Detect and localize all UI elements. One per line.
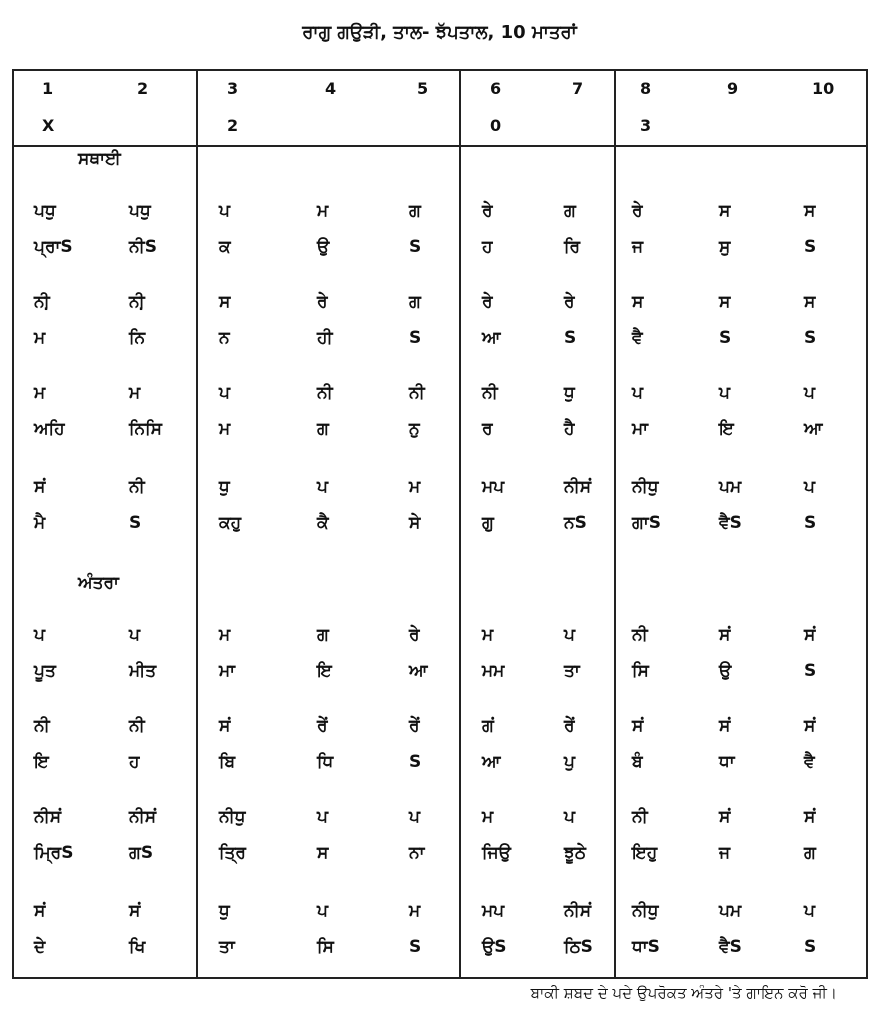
bol-syllable: ਪੁ (564, 752, 575, 772)
bol-syllable: ਆ (482, 752, 501, 772)
bol-syllable: ਝੂਠੇ (564, 843, 586, 863)
swar-note: ਮ (482, 625, 494, 645)
swar-note: ਮ (219, 625, 231, 645)
swar-note: ਪ (804, 477, 815, 497)
beat-number: 9 (727, 79, 739, 98)
bol-syllable: ਵੈS (719, 937, 742, 957)
swar-note: ਰੇ (409, 625, 420, 645)
swar-note: ਪ (219, 383, 230, 403)
taali-mark: 3 (640, 116, 652, 135)
swar-note: ਨੀਧੁ (219, 807, 246, 827)
bol-syllable: ਹੀ (317, 328, 333, 348)
header-divider (14, 145, 866, 147)
bol-syllable: ਤ੍ਰਿ (219, 843, 246, 863)
bol-syllable: ਤਾ (219, 937, 235, 957)
taali-mark: 2 (227, 116, 239, 135)
bol-syllable: ਆ (804, 419, 823, 439)
bol-syllable: S (804, 513, 817, 533)
swar-note: ਸਂ (219, 716, 231, 736)
bol-syllable: S (564, 328, 577, 348)
bol-syllable: ਗ (804, 843, 816, 863)
swar-note: ਗ (409, 201, 421, 221)
swar-note: ਰੇ (482, 201, 493, 221)
notation-table (12, 69, 868, 979)
swar-note: ਰੇਂ (317, 716, 328, 736)
bol-syllable: ਬੰ (632, 752, 643, 772)
bol-syllable: ਕਹੁ (219, 513, 242, 533)
swar-note: ਨੀ (129, 477, 145, 497)
bol-syllable: ਬਿ (219, 752, 236, 772)
bol-syllable: ਆ (409, 661, 428, 681)
swar-note: ਗ (409, 292, 421, 312)
swar-note: ਮ (409, 901, 421, 921)
bol-syllable: ਇ (719, 419, 734, 439)
bol-syllable: ਮੈ (34, 513, 46, 533)
swar-note: ਰੇਂ (564, 716, 575, 736)
bol-syllable: ਉS (482, 937, 507, 957)
bol-syllable: S (409, 752, 422, 772)
bol-syllable: S (409, 937, 422, 957)
swar-note: ਰੇ (317, 292, 328, 312)
swar-note: ਪ (804, 383, 815, 403)
bol-syllable: ਧਾS (632, 937, 660, 957)
bol-syllable: ਜਿਉ (482, 843, 511, 863)
swar-note: ਸਂ (804, 807, 816, 827)
bol-syllable: ਨਾ (409, 843, 425, 863)
bol-syllable: ਨੀS (129, 237, 157, 257)
swar-note: ਪ (317, 807, 328, 827)
beat-number: 5 (417, 79, 429, 98)
bol-syllable: ਉ (317, 237, 330, 257)
bol-syllable: S (804, 237, 817, 257)
bol-syllable: ਆ (482, 328, 501, 348)
bol-syllable: ਸਿ (317, 937, 334, 957)
bol-syllable: ਧਿ (317, 752, 334, 772)
bol-syllable: ਮਾ (219, 661, 236, 681)
bol-syllable: ਕ (219, 237, 231, 257)
swar-note: ਸਂ (632, 716, 644, 736)
swar-note: ਪ (34, 625, 45, 645)
bol-syllable: ਇਹੁ (632, 843, 658, 863)
bol-syllable: ਮੀਤ (129, 661, 157, 681)
swar-note: ਮ (34, 383, 46, 403)
page-title: ਰਾਗੁ ਗਉੜੀ, ਤਾਲ- ਝੱਪਤਾਲ, 10 ਮਾਤਰਾਂ (302, 22, 577, 43)
swar-note: ਸ (804, 201, 816, 221)
bol-syllable: S (129, 513, 142, 533)
vibhag-divider (459, 71, 461, 977)
swar-note: ਰੇ (632, 201, 643, 221)
bol-syllable: S (804, 328, 817, 348)
swar-note: ਰੇਂ (409, 716, 420, 736)
swar-note: ਨੀਸਂ (34, 807, 62, 827)
swar-note: ਨੀ (482, 383, 498, 403)
swar-note: ਮ (482, 807, 494, 827)
bol-syllable: ਨ (219, 328, 230, 348)
bol-syllable: S (719, 328, 732, 348)
swar-note: ਮਪ (482, 901, 505, 921)
swar-note: ਸਂ (804, 716, 816, 736)
bol-syllable: ਵੈ (804, 752, 815, 772)
bol-syllable: ਸੇ (409, 513, 421, 533)
bol-syllable: ਮਾ (632, 419, 649, 439)
swar-note: ਸ (219, 292, 231, 312)
bol-syllable: S (409, 237, 422, 257)
swar-note: ਨੀ (632, 807, 648, 827)
swar-note: ਧੁ (219, 477, 230, 497)
bol-syllable: ਸ (317, 843, 329, 863)
bol-syllable: ਰ (482, 419, 493, 439)
bol-syllable: ਵੈS (719, 513, 742, 533)
bol-syllable: ਗ (317, 419, 329, 439)
section-label: ਸਥਾਈ (78, 149, 121, 169)
swar-note: ਮ (409, 477, 421, 497)
swar-note: ਧੁ (219, 901, 230, 921)
bol-syllable: ਨਿ (129, 328, 146, 348)
swar-note: ਪਮ (719, 901, 742, 921)
bol-syllable: ਖਿ (129, 937, 146, 957)
swar-note: ਸਂ (804, 625, 816, 645)
swar-note: ਨੀ (34, 716, 50, 736)
swar-note: ਪ (219, 201, 230, 221)
vibhag-divider (196, 71, 198, 977)
swar-note: ਮ (129, 383, 141, 403)
swar-note: ਪਮ (719, 477, 742, 497)
swar-note: ਸ (632, 292, 644, 312)
swar-note: ਸਂ (719, 625, 731, 645)
bol-syllable: ਰਿ (564, 237, 581, 257)
swar-note: ਪ (409, 807, 420, 827)
swar-note: ਸ (719, 201, 731, 221)
bol-syllable: ਮਮ (482, 661, 505, 681)
bol-syllable: ਜ (632, 237, 644, 257)
bol-syllable: ਹ (482, 237, 493, 257)
bol-syllable: ਇ (317, 661, 332, 681)
swar-note: ਮਪ (482, 477, 505, 497)
swar-note: ਸ (719, 292, 731, 312)
bol-syllable: ਵੈ (632, 328, 643, 348)
bol-syllable: ਸੁ (719, 237, 731, 257)
beat-number: 10 (812, 79, 835, 98)
bol-syllable: ਤਾ (564, 661, 580, 681)
beat-number: 7 (572, 79, 584, 98)
swar-note: ਪ (129, 625, 140, 645)
swar-note: ਸਂ (34, 901, 46, 921)
swar-note: ਸਂ (34, 477, 46, 497)
bol-syllable: ਨS (564, 513, 587, 533)
beat-number: 2 (137, 79, 149, 98)
bol-syllable: ਨਿਸਿ (129, 419, 162, 439)
bol-syllable: ਪੂਤ (34, 661, 56, 681)
bol-syllable: ਉ (719, 661, 732, 681)
swar-note: ਨੀਧੁ (632, 477, 659, 497)
bol-syllable: S (804, 661, 817, 681)
beat-number: 4 (325, 79, 337, 98)
taali-mark: X (42, 116, 55, 135)
bol-syllable: ਠਿS (564, 937, 593, 957)
beat-number: 3 (227, 79, 239, 98)
swar-note: ਨੀਧੁ (632, 901, 659, 921)
swar-note: ਗਂ (482, 716, 494, 736)
taali-mark: 0 (490, 116, 502, 135)
bol-syllable: ਕੈ (317, 513, 329, 533)
footnote: ਬਾਕੀ ਸ਼ਬਦ ਦੇ ਪਦੇ ਉਪਰੋਕਤ ਅੰਤਰੇ 'ਤੇ ਗਾਇਨ ਕਰੋ ਜੀ। (530, 984, 837, 1002)
bol-syllable: ਸਿ (632, 661, 649, 681)
bol-syllable: ਗੁ (482, 513, 494, 533)
bol-syllable: ਹ (129, 752, 140, 772)
swar-note: ਸ (804, 292, 816, 312)
swar-note: ਰੇ (564, 292, 575, 312)
swar-note: ਪਧੁ (34, 201, 56, 221)
swar-note: ਸਂ (719, 807, 731, 827)
swar-note: ਪਧੁ (129, 201, 151, 221)
bol-syllable: ਗਾS (632, 513, 661, 533)
bol-syllable: ਨੁ (409, 419, 420, 439)
swar-note: ਨੀਸਂ (564, 477, 592, 497)
swar-note: ਧੁ (564, 383, 575, 403)
bol-syllable: ਦੇ (34, 937, 46, 957)
swar-note: ਪ (564, 807, 575, 827)
swar-note: ਨੀਸਂ (129, 807, 157, 827)
swar-note: ਪ (804, 901, 815, 921)
swar-note: ਗ (317, 625, 329, 645)
section-label: ਅੰਤਰਾ (78, 573, 119, 593)
swar-note: ਪ (317, 901, 328, 921)
swar-note: ਨੀ (317, 383, 333, 403)
bol-syllable: ਹੈ (564, 419, 575, 439)
bol-syllable: ਮ (34, 328, 46, 348)
beat-number: 8 (640, 79, 652, 98)
swar-note: ਮ (317, 201, 329, 221)
swar-note: ਨੀਸਂ (564, 901, 592, 921)
bol-syllable: S (804, 937, 817, 957)
swar-note: ਸਂ (129, 901, 141, 921)
bol-syllable: ਧਾ (719, 752, 735, 772)
swar-note: ਪ (564, 625, 575, 645)
swar-note: ਗ (564, 201, 576, 221)
bol-syllable: ਪ੍ਰਾS (34, 237, 73, 257)
swar-note: ਨੀ (129, 716, 145, 736)
swar-note: ਨੀ (632, 625, 648, 645)
beat-number: 6 (490, 79, 502, 98)
bol-syllable: ਮ (219, 419, 231, 439)
swar-note: ਪ (719, 383, 730, 403)
swar-note: ਨੀ̣ (34, 292, 50, 312)
beat-number: 1 (42, 79, 54, 98)
swar-note: ਨੀ (409, 383, 425, 403)
swar-note: ਪ (317, 477, 328, 497)
bol-syllable: S (409, 328, 422, 348)
bol-syllable: ਮ੍ਰਿS (34, 843, 74, 863)
swar-note: ਪ (632, 383, 643, 403)
bol-syllable: ਜ (719, 843, 731, 863)
bol-syllable: ਇ (34, 752, 49, 772)
bol-syllable: ਅਹਿ (34, 419, 65, 439)
swar-note: ਰੇ (482, 292, 493, 312)
swar-note: ਨੀ̣ (129, 292, 145, 312)
swar-note: ਸਂ (719, 716, 731, 736)
bol-syllable: ਗS (129, 843, 154, 863)
